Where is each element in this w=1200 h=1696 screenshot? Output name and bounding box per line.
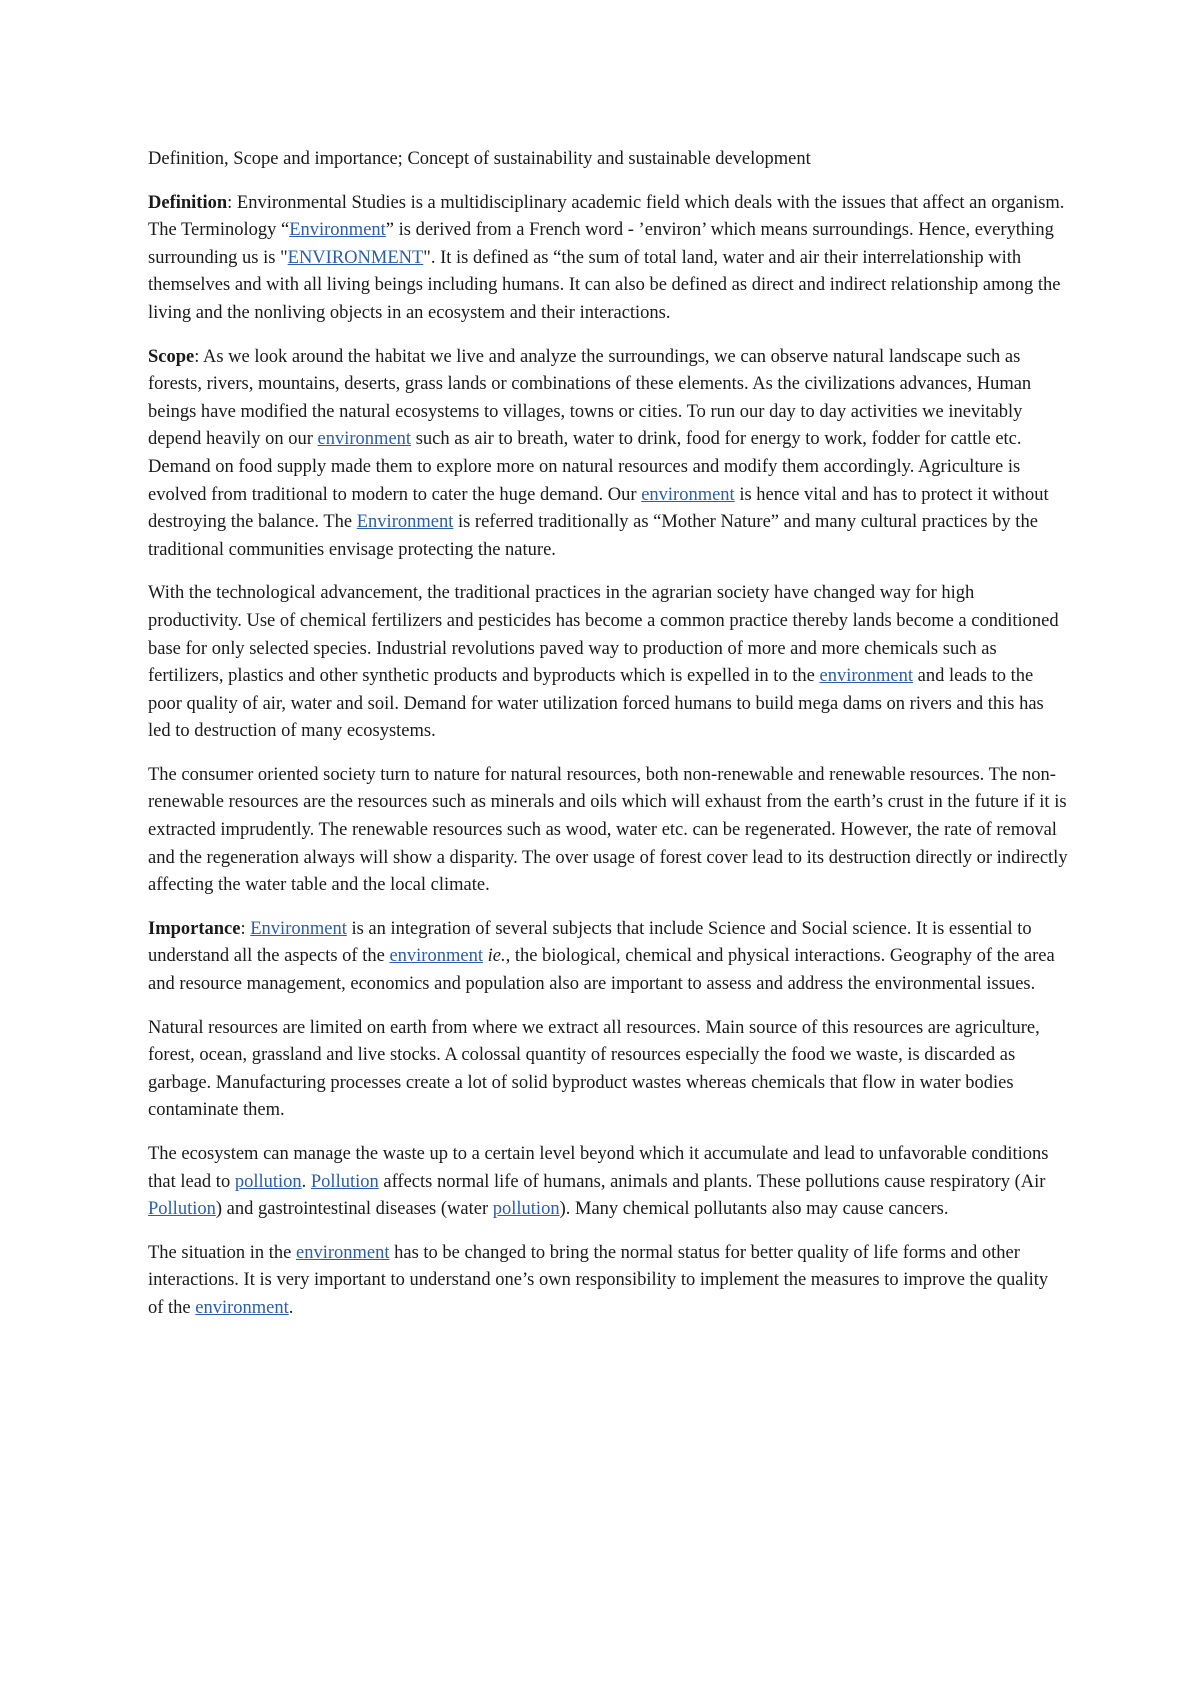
technology-paragraph bbox=[148, 580, 1068, 746]
situation-text-3: . bbox=[288, 1297, 294, 1318]
consumer-paragraph bbox=[148, 762, 1068, 900]
technology-text-1: With the technological advancement, the traditional practices in the agrarian society have changed way for high productivity. Use of chemical fertilizers and pesticides has become a common practice thereby lands become a conditioned base for only selected species. Industrial revolutions paved way to production of more and more chemicals such as fertilizers, plastics and other synthetic products and byproducts which is expelled in to the bbox=[148, 583, 1059, 687]
heading-text: Definition, Scope and importance; Concept of sustainability and sustainable development bbox=[148, 149, 811, 169]
situation-paragraph bbox=[148, 1240, 1068, 1323]
situation-text-1: The situation in the bbox=[148, 1242, 296, 1263]
scope-label: Scope bbox=[148, 346, 195, 367]
environment-link[interactable]: environment bbox=[295, 1242, 390, 1263]
natural-resources-text: Natural resources are limited on earth from where we extract all resources. Main source of this resources are agriculture, forest, ocean, grassland and live stocks. A colossal quantity of resources especially the food we waste, is discarded as garbage. Manufacturing processes create a lot of solid byproduct wastes whereas chemicals that flow in water bodies contaminate them. bbox=[148, 1017, 1040, 1121]
ecosystem-text-2: . bbox=[301, 1171, 311, 1192]
definition-text-1: : Environmental Studies is a multidisciplinary academic field which deals with the issues that affect an organism. The Terminology “ bbox=[148, 192, 1065, 241]
scope-text-1: : As we look around the habitat we live and analyze the surroundings, we can observe natural landscape such as forests, rivers, mountains, deserts, grass lands or combinations of these elements. As the civilizations advances, Human beings have modified the natural ecosystems to villages, towns or cities. To run our day to day activities we inevitably depend heavily on our bbox=[148, 346, 1032, 450]
environment-link[interactable]: Environment bbox=[289, 220, 386, 241]
environment-link[interactable]: environment bbox=[389, 946, 483, 967]
ecosystem-text-5: ). Many chemical pollutants also may cause cancers. bbox=[559, 1199, 949, 1220]
environment-link[interactable]: environment bbox=[195, 1297, 289, 1318]
ecosystem-text-4: ) and gastrointestinal diseases (water bbox=[215, 1199, 493, 1220]
definition-paragraph bbox=[148, 190, 1068, 328]
ecosystem-paragraph bbox=[148, 1141, 1068, 1224]
scope-text-2: such as air to breath, water to drink, food for energy to work, fodder for cattle etc. Demand on food supply made them to explore more on natural resources and modify them accordingly. Agriculture is evolved from traditional to modern to cater the huge demand. Our bbox=[148, 429, 1022, 505]
importance-text-1: : bbox=[240, 918, 251, 939]
scope-text-3: is hence vital and has to protect it without destroying the balance. The bbox=[148, 484, 1049, 533]
situation-text-2: has to be changed to bring the normal status for better quality of life forms and other interactions. It is very important to understand one’s own responsibility to implement the measures to improve the quality of the bbox=[148, 1242, 1049, 1318]
importance-text-2: is an integration of several subjects that include Science and Social science. It is essential to understand all the aspects of the bbox=[148, 918, 1032, 967]
importance-paragraph bbox=[148, 916, 1068, 999]
environment-link[interactable]: environment bbox=[641, 484, 735, 505]
scope-paragraph bbox=[148, 344, 1068, 565]
importance-text-4: the biological, chemical and physical interactions. Geography of the area and resource management, economics and population also are important to assess and address the environmental issues. bbox=[148, 946, 1055, 995]
technology-text-2: and leads to the poor quality of air, water and soil. Demand for water utilization forced humans to build mega dams on rivers and this has led to destruction of many ecosystems. bbox=[148, 666, 1044, 742]
consumer-text: The consumer oriented society turn to nature for natural resources, both non-renewable and renewable resources. The non-renewable resources are the resources such as minerals and oils which will exhaust from the earth’s crust in the future if it is extracted imprudently. The renewable resources such as wood, water etc. can be regenerated. However, the rate of removal and the regeneration always will show a disparity. The over usage of forest cover lead to its destruction directly or indirectly affecting the water table and the local climate. bbox=[148, 764, 1068, 896]
document-body bbox=[148, 146, 1068, 1339]
definition-text-2: ” is derived from a French word - ’environ’ which means surroundings. Hence, everything surrounding us is " bbox=[148, 220, 1054, 268]
document-heading bbox=[148, 146, 1068, 174]
environment-link[interactable]: Environment bbox=[356, 512, 454, 533]
environment-link[interactable]: Environment bbox=[250, 918, 347, 939]
environment-link[interactable]: environment bbox=[819, 666, 913, 687]
pollution-link[interactable]: pollution bbox=[492, 1199, 560, 1220]
pollution-link[interactable]: pollution bbox=[234, 1171, 302, 1192]
pollution-link[interactable]: Pollution bbox=[148, 1199, 216, 1220]
ecosystem-text-3: affects normal life of humans, animals and plants. These pollutions cause respiratory (Air bbox=[378, 1171, 1046, 1192]
definition-text-3: ". It is defined as “the sum of total land, water and air their interrelationship with themselves and with all living beings including humans. It can also be defined as direct and indirect relationship among the living and the nonliving objects in an ecosystem and their interactions. bbox=[148, 247, 1061, 323]
natural-resources-paragraph bbox=[148, 1015, 1068, 1125]
importance-text-italic: ie., bbox=[482, 946, 511, 967]
scope-text-4: is referred traditionally as “Mother Nature” and many cultural practices by the traditional communities envisage protecting the nature. bbox=[148, 512, 1038, 560]
ecosystem-text-1: The ecosystem can manage the waste up to a certain level beyond which it accumulate and lead to unfavorable conditions that lead to bbox=[148, 1144, 1049, 1192]
definition-label: Definition bbox=[148, 192, 228, 213]
environment-link-caps[interactable]: ENVIRONMENT bbox=[287, 247, 424, 268]
importance-label: Importance bbox=[148, 918, 241, 939]
environment-link[interactable]: environment bbox=[317, 429, 412, 450]
pollution-link[interactable]: Pollution bbox=[310, 1171, 379, 1192]
